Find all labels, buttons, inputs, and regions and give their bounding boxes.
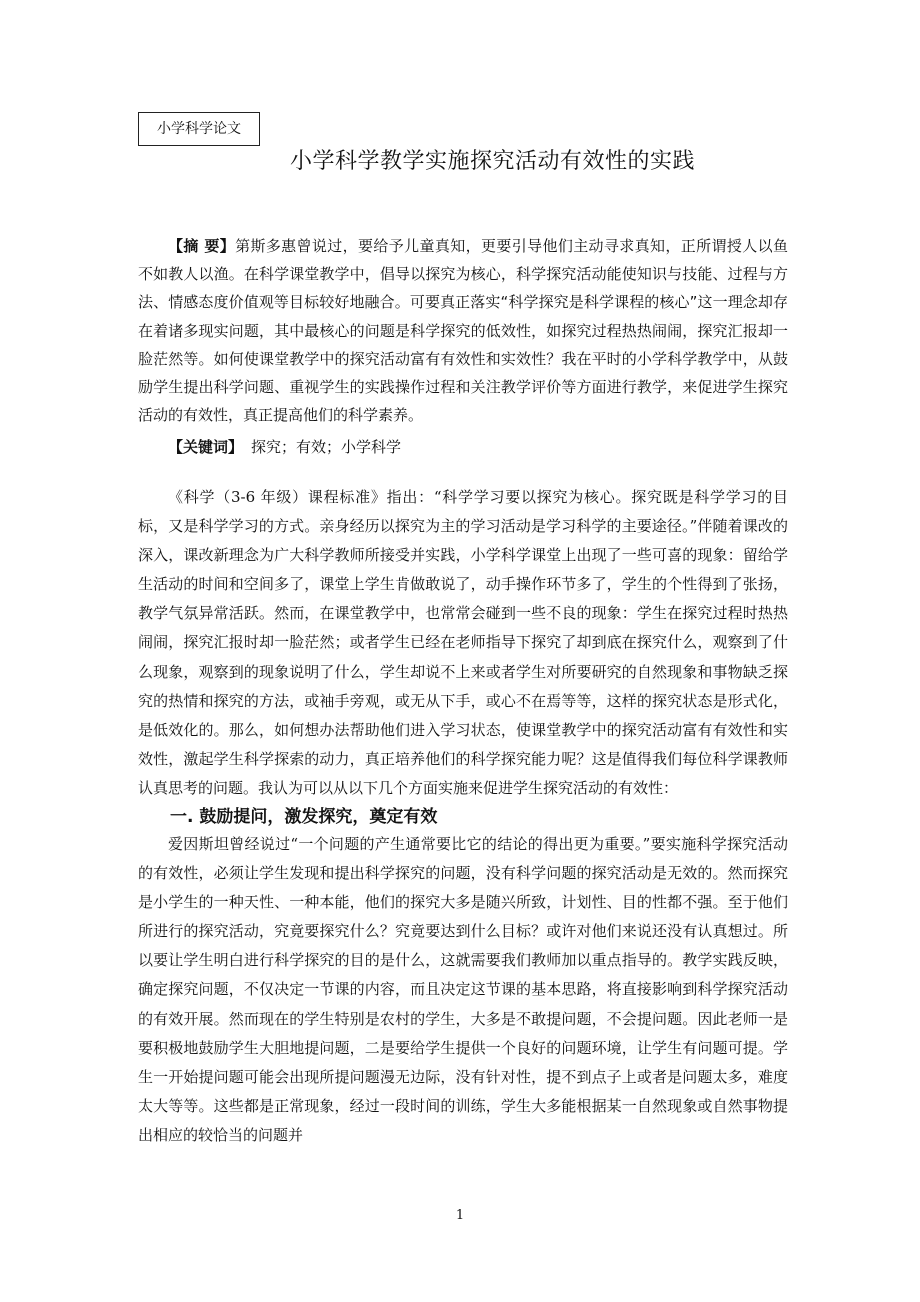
keywords-line: [138, 433, 788, 461]
category-tag: 小学科学论文: [138, 112, 260, 146]
keywords-text: 探究；有效；小学科学: [251, 438, 402, 456]
page-number: 1: [455, 1208, 465, 1223]
abstract-text: 第斯多惠曾说过，要给予儿童真知，更要引导他们主动寻求真知，正所谓授人以鱼不如教人以渔。在科学课堂教学中，倡导以探究为核心，科学探究活动能使知识与技能、过程与方法、情感态度价值观等目标较好地融合。可要真正落实“科学探究是科学课程的核心”这一理念却存在着诸多现实问题，其中最核心的问题是科学探究的低效性，如探究过程热热闹闹，探究汇报却一脸茫然等。如何使课堂教学中的探究活动富有有效性和实效性？我在平时的小学科学教学中，从鼓励学生提出科学问题、重视学生的实践操作过程和关注教学评价等方面进行教学，来促进学生探究活动的有效性，真正提高他们的科学素养。: [138, 237, 788, 425]
abstract-paragraph: [138, 232, 788, 429]
keywords-label: 【关键词】: [168, 438, 244, 456]
section-paragraph: 爱因斯坦曾经说过“一个问题的产生通常要比它的结论的得出更为重要。”要实施科学探究活动的有效性，必须让学生发现和提出科学探究的问题，没有科学问题的探究活动是无效的。然而探究是小学生的一种天性、一种本能，他们的探究大多是随兴所致，计划性、目的性都不强。至于他们所进行的探究活动，究竟要探究什么？究竟要达到什么目标？或许对他们来说还没有认真想过。所以要让学生明白进行科学探究的目的是什么，这就需要我们教师加以重点指导的。教学实践反映，确定探究问题，不仅决定一节课的内容，而且决定这节课的基本思路，将直接影响到科学探究活动的有效开展。然而现在的学生特别是农村的学生，大多是不敢提问题，不会提问题。因此老师一是要积极地鼓励学生大胆地提问题，二是要给学生提供一个良好的问题环境，让学生有问题可提。学生一开始提问题可能会出现所提问题漫无边际，没有针对性，提不到点子上或者是问题太多，难度太大等等。这些都是正常现象，经过一段时间的训练，学生大多能根据某一自然现象或自然事物提出相应的较恰当的问题并: [138, 835, 788, 1144]
page-title: 小学科学教学实施探究活动有效性的实践: [290, 149, 696, 174]
section-heading: 一. 鼓励提问，激发探究，奠定有效: [170, 807, 438, 827]
intro-paragraph: 《科学（3-6 年级）课程标准》指出：“科学学习要以探究为核心。探究既是科学学习的目标，又是科学学习的方式。亲身经历以探究为主的学习活动是学习科学的主要途径。”伴随着课改的深入，课改新理念为广大科学教师所接受并实践，小学科学课堂上出现了一些可喜的现象：留给学生活动的时间和空间多了，课堂上学生肯做敢说了，动手操作环节多了，学生的个性得到了张扬，教学气氛异常活跃。然而，在课堂教学中，也常常会碰到一些不良的现象：学生在探究过程时热热闹闹，探究汇报时却一脸茫然；或者学生已经在老师指导下探究了却到底在探究什么，观察到了什么现象，观察到的现象说明了什么，学生却说不上来或者学生对所要研究的自然现象和事物缺乏探究的热情和探究的方法，或袖手旁观，或无从下手，或心不在焉等等，这样的探究状态是形式化，是低效化的。那么，如何想办法帮助他们进入学习状态，使课堂教学中的探究活动富有有效性和实效性，激起学生科学探索的动力，真正培养他们的科学探究能力呢？这是值得我们每位科学课教师认真思考的问题。我认为可以从以下几个方面实施来促进学生探究活动的有效性：: [138, 488, 788, 797]
abstract-label: 【摘 要】: [168, 237, 236, 255]
